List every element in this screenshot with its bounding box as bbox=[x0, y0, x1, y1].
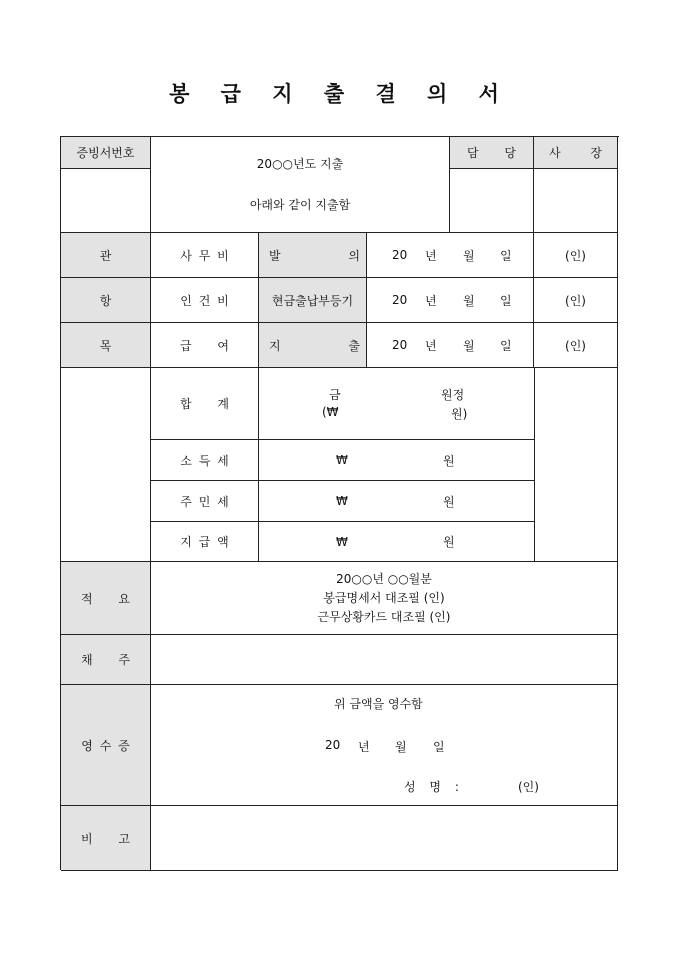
total-amount-suffix: 원정 bbox=[441, 388, 465, 402]
in-charge-label bbox=[450, 137, 534, 169]
president-label bbox=[534, 137, 618, 169]
proposal-date-month-unit: 월 bbox=[463, 248, 475, 263]
gwan-label: 관 bbox=[61, 233, 151, 278]
resident-tax-amount[interactable] bbox=[259, 481, 535, 522]
receipt-date-month-unit: 월 bbox=[395, 740, 407, 754]
net-pay-won-symbol: ₩ bbox=[336, 534, 348, 549]
net-pay-label-text: 지 급 액 bbox=[180, 535, 229, 549]
proposal-date[interactable] bbox=[367, 233, 534, 278]
gwan-value-text: 사 무 비 bbox=[180, 248, 229, 263]
president-sign-box[interactable] bbox=[534, 169, 618, 233]
receipt-name-label: 성 명 : bbox=[404, 780, 459, 794]
disbursement-date-year-unit: 년 bbox=[425, 338, 437, 353]
expense-year: 20○○년도 지출 bbox=[256, 156, 344, 171]
mok-label: 목 bbox=[61, 323, 151, 368]
cashbook-date-year-unit: 년 bbox=[425, 293, 437, 308]
resident-tax-won-symbol: ₩ bbox=[336, 494, 348, 508]
net-pay-won-unit: 원 bbox=[443, 535, 455, 549]
disbursement-label-text: 지 출 bbox=[269, 338, 360, 353]
summary-label bbox=[61, 562, 151, 635]
summary-label-text: 적 요 bbox=[81, 591, 130, 606]
total-amount-prefix: 금 bbox=[329, 388, 341, 402]
income-tax-won-unit: 원 bbox=[443, 453, 455, 468]
remarks-label-text: 비 고 bbox=[81, 831, 130, 846]
proposal-label bbox=[259, 233, 367, 278]
amount-blank-right bbox=[535, 368, 618, 562]
summary-line-payslip: 봉급명세서 대조필 (인) bbox=[323, 590, 445, 605]
proposal-date-year-unit: 년 bbox=[425, 248, 437, 263]
proposal-seal: (인) bbox=[534, 233, 618, 278]
creditor-label-text: 채 주 bbox=[81, 653, 130, 667]
proposal-date-year: 20 bbox=[392, 248, 408, 262]
in-charge-label-text: 담 당 bbox=[467, 146, 516, 160]
disbursement-date[interactable] bbox=[367, 323, 534, 368]
receipt-content[interactable] bbox=[151, 685, 618, 806]
proposal-label-text: 발 의 bbox=[269, 248, 360, 263]
remarks-value[interactable] bbox=[151, 806, 618, 871]
cashbook-date-day-unit: 일 bbox=[500, 293, 512, 308]
expense-note: 아래와 같이 지출함 bbox=[249, 197, 351, 212]
cashbook-date-month-unit: 월 bbox=[463, 293, 475, 308]
president-label-text: 사 장 bbox=[549, 146, 602, 160]
receipt-text: 위 금액을 영수함 bbox=[334, 697, 423, 711]
receipt-date-year: 20 bbox=[325, 738, 341, 752]
gwan-value bbox=[151, 233, 259, 278]
mok-value bbox=[151, 323, 259, 368]
net-pay-amount[interactable] bbox=[259, 522, 535, 562]
in-charge-sign-box[interactable] bbox=[450, 169, 534, 233]
income-tax-won-symbol: ₩ bbox=[336, 453, 348, 467]
summary-line-period: 20○○년 ○○월분 bbox=[336, 571, 432, 586]
receipt-label bbox=[61, 685, 151, 806]
voucher-no-label: 증빙서번호 bbox=[61, 137, 151, 169]
resident-tax-label-text: 주 민 세 bbox=[180, 494, 229, 509]
mok-value-text: 급 여 bbox=[180, 338, 229, 353]
proposal-date-day-unit: 일 bbox=[500, 248, 512, 263]
voucher-form-table bbox=[60, 136, 619, 870]
disbursement-label bbox=[259, 323, 367, 368]
disbursement-seal: (인) bbox=[534, 323, 618, 368]
resident-tax-won-unit: 원 bbox=[443, 494, 455, 509]
total-won-open: (₩ bbox=[322, 405, 339, 419]
total-label bbox=[151, 368, 259, 440]
net-pay-label bbox=[151, 522, 259, 562]
creditor-label bbox=[61, 635, 151, 685]
cashbook-entry-date[interactable] bbox=[367, 278, 534, 323]
receipt-seal: (인) bbox=[518, 780, 539, 794]
disbursement-date-year: 20 bbox=[392, 338, 408, 352]
voucher-no-value[interactable] bbox=[61, 169, 151, 233]
hang-label: 항 bbox=[61, 278, 151, 323]
cashbook-date-year: 20 bbox=[392, 293, 408, 307]
total-label-text: 합 계 bbox=[180, 397, 229, 411]
receipt-date-day-unit: 일 bbox=[433, 740, 445, 754]
resident-tax-label bbox=[151, 481, 259, 522]
summary-line-attendance: 근무상황카드 대조필 (인) bbox=[317, 609, 451, 624]
summary-content bbox=[151, 562, 618, 635]
disbursement-date-month-unit: 월 bbox=[463, 338, 475, 353]
remarks-label bbox=[61, 806, 151, 871]
amount-blank-left bbox=[61, 368, 151, 562]
disbursement-date-day-unit: 일 bbox=[500, 338, 512, 353]
total-won-close: 원) bbox=[451, 407, 468, 421]
hang-value bbox=[151, 278, 259, 323]
creditor-value[interactable] bbox=[151, 635, 618, 685]
income-tax-label-text: 소 득 세 bbox=[180, 453, 229, 468]
total-amount[interactable] bbox=[259, 368, 535, 440]
receipt-label-text: 영 수 증 bbox=[81, 738, 130, 753]
hang-value-text: 인 건 비 bbox=[180, 293, 229, 308]
income-tax-label bbox=[151, 440, 259, 481]
cashbook-entry-label: 현금출납부등기 bbox=[259, 278, 367, 323]
income-tax-amount[interactable] bbox=[259, 440, 535, 481]
cashbook-seal: (인) bbox=[534, 278, 618, 323]
document-title: 봉 급 지 출 결 의 서 bbox=[169, 81, 511, 106]
expense-statement bbox=[151, 137, 450, 233]
receipt-date-year-unit: 년 bbox=[358, 740, 370, 754]
